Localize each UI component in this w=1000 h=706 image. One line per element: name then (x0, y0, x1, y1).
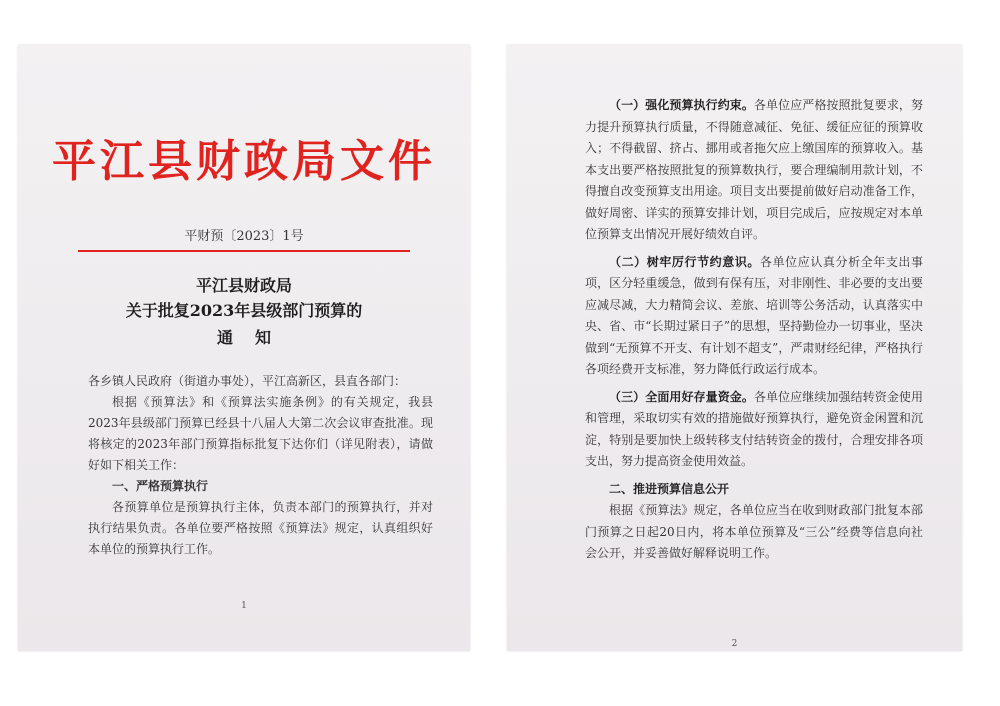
section-1-heading: （一）强化预算执行约束。 (609, 98, 754, 112)
section-2-text: 各单位应认真分析全年支出事项，区分轻重缓急，做到有保有压，对非刚性、非必要的支出要应减尽减，大力精简会议、差旅、培训等公务活动，认真落实中央、省、市“长期过紧日子”的思想，坚持勤俭办一切事业，坚决做到“无预算不开支、有计划不超支”，严肃财经纪律，严格执行各项经费开支标准，努力降低行政运行成本。 (585, 254, 923, 376)
section-1-text: 各单位应严格按照批复要求，努力提升预算执行质量，不得随意减征、免征、缓征应征的预算收入；不得截留、挤占、挪用或者拖欠应上缴国库的预算收入。基本支出要严格按照批复的预算数执行，要合理编制用款计划，不得擅自改变预算支出用途。项目支出要提前做好启动准备工作，做好周密、详实的预算安排计划，项目完成后，应按规定对本单位预算支出情况开展好绩效自评。 (585, 98, 923, 241)
section-2 (585, 252, 923, 381)
heading-strict-execution: 一、严格预算执行 (112, 479, 209, 493)
title-line-3: 通知 (216, 328, 293, 347)
page-2-body (585, 95, 923, 565)
salutation: 各乡镇人民政府（街道办事处），平江高新区，县直各部门： (88, 374, 407, 388)
document-masthead: 平江县财政局文件 (52, 136, 436, 187)
paragraph-disclosure: 根据《预算法》规定，各单位应当在收到财政部门批复本部门预算之日起20日内，将本单位预算及“三公”经费等信息向社会公开，并妥善做好解释说明工作。 (585, 503, 923, 560)
paragraph-execution: 各预算单位是预算执行主体，负责本部门的预算执行，并对执行结果负责。各单位要严格按照《预算法》规定，认真组织好本单位的预算执行工作。 (88, 500, 433, 556)
title-line-2: 关于批复2023年县级部门预算的 (125, 301, 363, 320)
section-1 (585, 95, 923, 246)
heading-info-disclosure (585, 479, 923, 501)
page-2 (507, 45, 962, 651)
document-number: 平财预〔2023〕1号 (184, 229, 304, 244)
heading-info-disclosure-text: 二、推进预算信息公开 (609, 481, 730, 496)
paragraph-intro: 根据《预算法》和《预算法实施条例》的有关规定，我县2023年县级部门预算已经县十八届人大第二次会议审查批准。现将核定的2023年部门预算指标批复下达你们（详见附表），请做好如下相关工作： (88, 395, 433, 472)
page-1 (18, 45, 470, 651)
section-2-heading: （二）树牢厉行节约意识。 (609, 254, 760, 269)
page-1-body (88, 371, 433, 560)
title-line-1: 平江县财政局 (195, 276, 292, 295)
page-number-1: 1 (241, 601, 247, 611)
section-3-heading: （三）全面用好存量资金。 (609, 389, 754, 404)
page-number-2: 2 (731, 639, 738, 649)
red-divider-line (78, 250, 410, 252)
section-3-text: 各单位应继续加强结转资金使用和管理，采取切实有效的措施做好预算执行，避免资金闲置和沉淀，特别是要加快上级转移支付结转资金的拨付，合理安排各项支出，努力提高资金使用效益。 (585, 389, 923, 468)
section-3 (585, 387, 923, 473)
